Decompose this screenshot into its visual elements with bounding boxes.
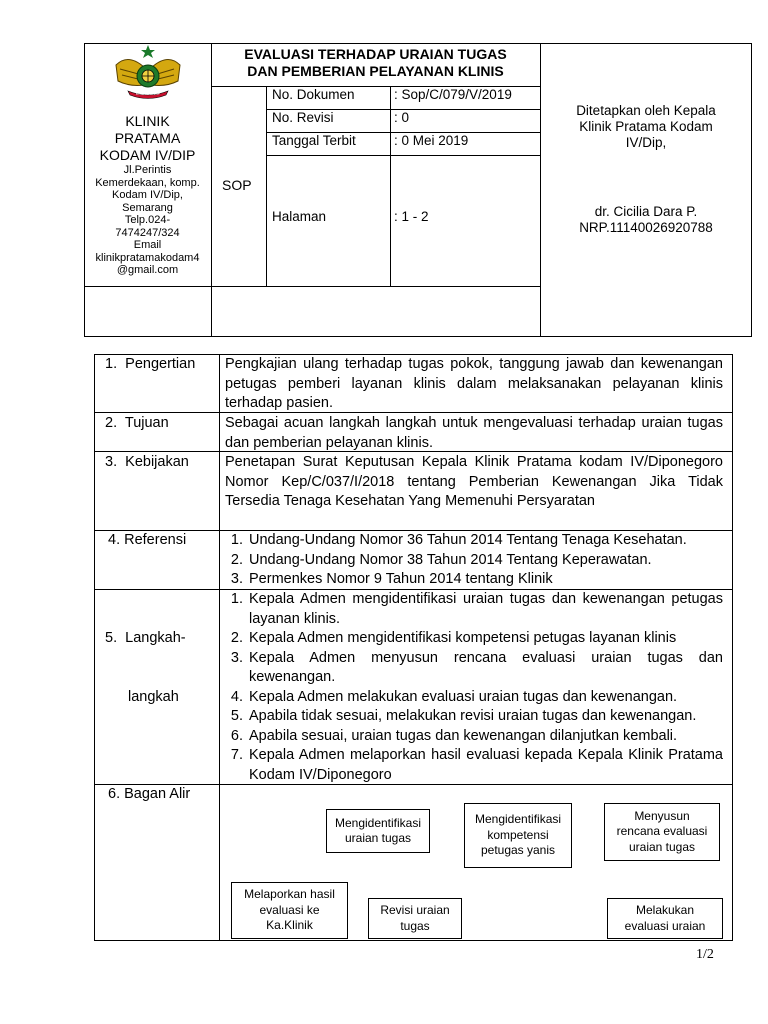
- flow-box-revise-tasks: Revisi uraian tugas: [368, 898, 462, 939]
- flow-box-identify-tasks: Mengidentifikasi uraian tugas: [326, 809, 430, 853]
- section-label-langkah: 5. Langkah- langkah: [105, 630, 186, 705]
- issue-date-label: Tanggal Terbit: [272, 133, 356, 148]
- doc-no-value: : Sop/C/079/V/2019: [394, 87, 512, 102]
- flow-box-report-results: Melaporkan hasil evaluasi ke Ka.Klinik: [231, 882, 348, 939]
- approval-text: Ditetapkan oleh Kepala Klinik Pratama Kodam IV/Dip,: [576, 103, 716, 150]
- signer-nrp: NRP.11140026920788: [579, 220, 713, 235]
- revision-label: No. Revisi: [272, 110, 334, 125]
- flow-box-identify-competence: Mengidentifikasi kompetensi petugas yanis: [464, 803, 572, 868]
- list-item: 3. Kepala Admen menyusun rencana evaluasi uraian tugas dan kewenangan.: [247, 649, 723, 688]
- logo-banner-text: KODAM IV DIP: [136, 92, 160, 96]
- revision-value: : 0: [394, 110, 410, 125]
- page-value: : 1 - 2: [394, 209, 429, 224]
- list-item: 4. Kepala Admen melakukan evaluasi uraian tugas dan kewenangan.: [247, 688, 723, 708]
- flow-box-evaluate: Melakukan evaluasi uraian: [607, 898, 723, 939]
- flow-box-plan-evaluation: Menyusun rencana evaluasi uraian tugas: [604, 803, 720, 861]
- clinic-address: Jl.Perintis Kemerdekaan, komp. Kodam IV/Dip, Semarang Telp.024- 7474247/324 Email klinikpratamakodam4 @gmail.com: [95, 164, 200, 276]
- document-title: EVALUASI TERHADAP URAIAN TUGAS DAN PEMBERIAN PELAYANAN KLINIS: [244, 46, 507, 79]
- section-label-kebijakan: 3. Kebijakan: [105, 454, 189, 470]
- section-label-pengertian: 1. Pengertian: [105, 356, 196, 372]
- list-item: 7. Kepala Admen melaporkan hasil evaluasi kepada Kepala Klinik Pratama Kodam IV/Diponegoro: [247, 746, 723, 785]
- list-item: 1. Undang-Undang Nomor 36 Tahun 2014 Tentang Tenaga Kesehatan.: [247, 531, 723, 551]
- doc-no-label: No. Dokumen: [272, 87, 355, 102]
- list-item: 2. Undang-Undang Nomor 38 Tahun 2014 Tentang Keperawatan.: [247, 551, 723, 571]
- header-table: [84, 43, 752, 337]
- issue-date-value: : 0 Mei 2019: [394, 133, 469, 148]
- section-label-bagan-alir: 6. Bagan Alir: [108, 786, 191, 802]
- clinic-name: KLINIK PRATAMA KODAM IV/DIP: [99, 113, 196, 163]
- page-indicator: 1/2: [696, 947, 714, 962]
- content-table: [94, 354, 733, 941]
- sop-label: SOP: [222, 177, 252, 193]
- section-text-tujuan: Sebagai acuan langkah langkah untuk mengevaluasi terhadap uraian tugas dan pemberian pelayanan klinis.: [225, 415, 723, 451]
- section-label-tujuan: 2. Tujuan: [105, 415, 169, 431]
- referensi-list: [225, 531, 723, 590]
- section-text-pengertian: Pengkajian ulang terhadap tugas pokok, tanggung jawab dan kewenangan petugas pemberi layanan klinis dalam melaksanakan pelayanan klinis terhadap pasien.: [225, 356, 723, 411]
- signer-block: [540, 204, 752, 236]
- signer-name: dr. Cicilia Dara P.: [594, 204, 698, 219]
- kodam-logo: [108, 45, 188, 103]
- section-label-referensi: 4. Referensi: [108, 532, 187, 548]
- list-item: 2. Kepala Admen mengidentifikasi kompetensi petugas layanan klinis: [247, 629, 723, 649]
- page-label: Halaman: [272, 209, 327, 224]
- section-text-kebijakan: Penetapan Surat Keputusan Kepala Klinik Pratama kodam IV/Diponegoro Nomor Kep/C/037/I/2018 tentang Pemberian Kewenangan Jika Tidak Tersedia Tenaga Kesehatan Yang Memenuhi Persyaratan: [225, 454, 723, 509]
- list-item: 6. Apabila sesuai, uraian tugas dan kewenangan dilanjutkan kembali.: [247, 727, 723, 747]
- list-item: 3. Permenkes Nomor 9 Tahun 2014 tentang Klinik: [247, 570, 723, 590]
- langkah-list: [225, 590, 723, 785]
- list-item: 5. Apabila tidak sesuai, melakukan revisi uraian tugas dan kewenangan.: [247, 707, 723, 727]
- list-item: 1. Kepala Admen mengidentifikasi uraian tugas dan kewenangan petugas layanan klinis.: [247, 590, 723, 629]
